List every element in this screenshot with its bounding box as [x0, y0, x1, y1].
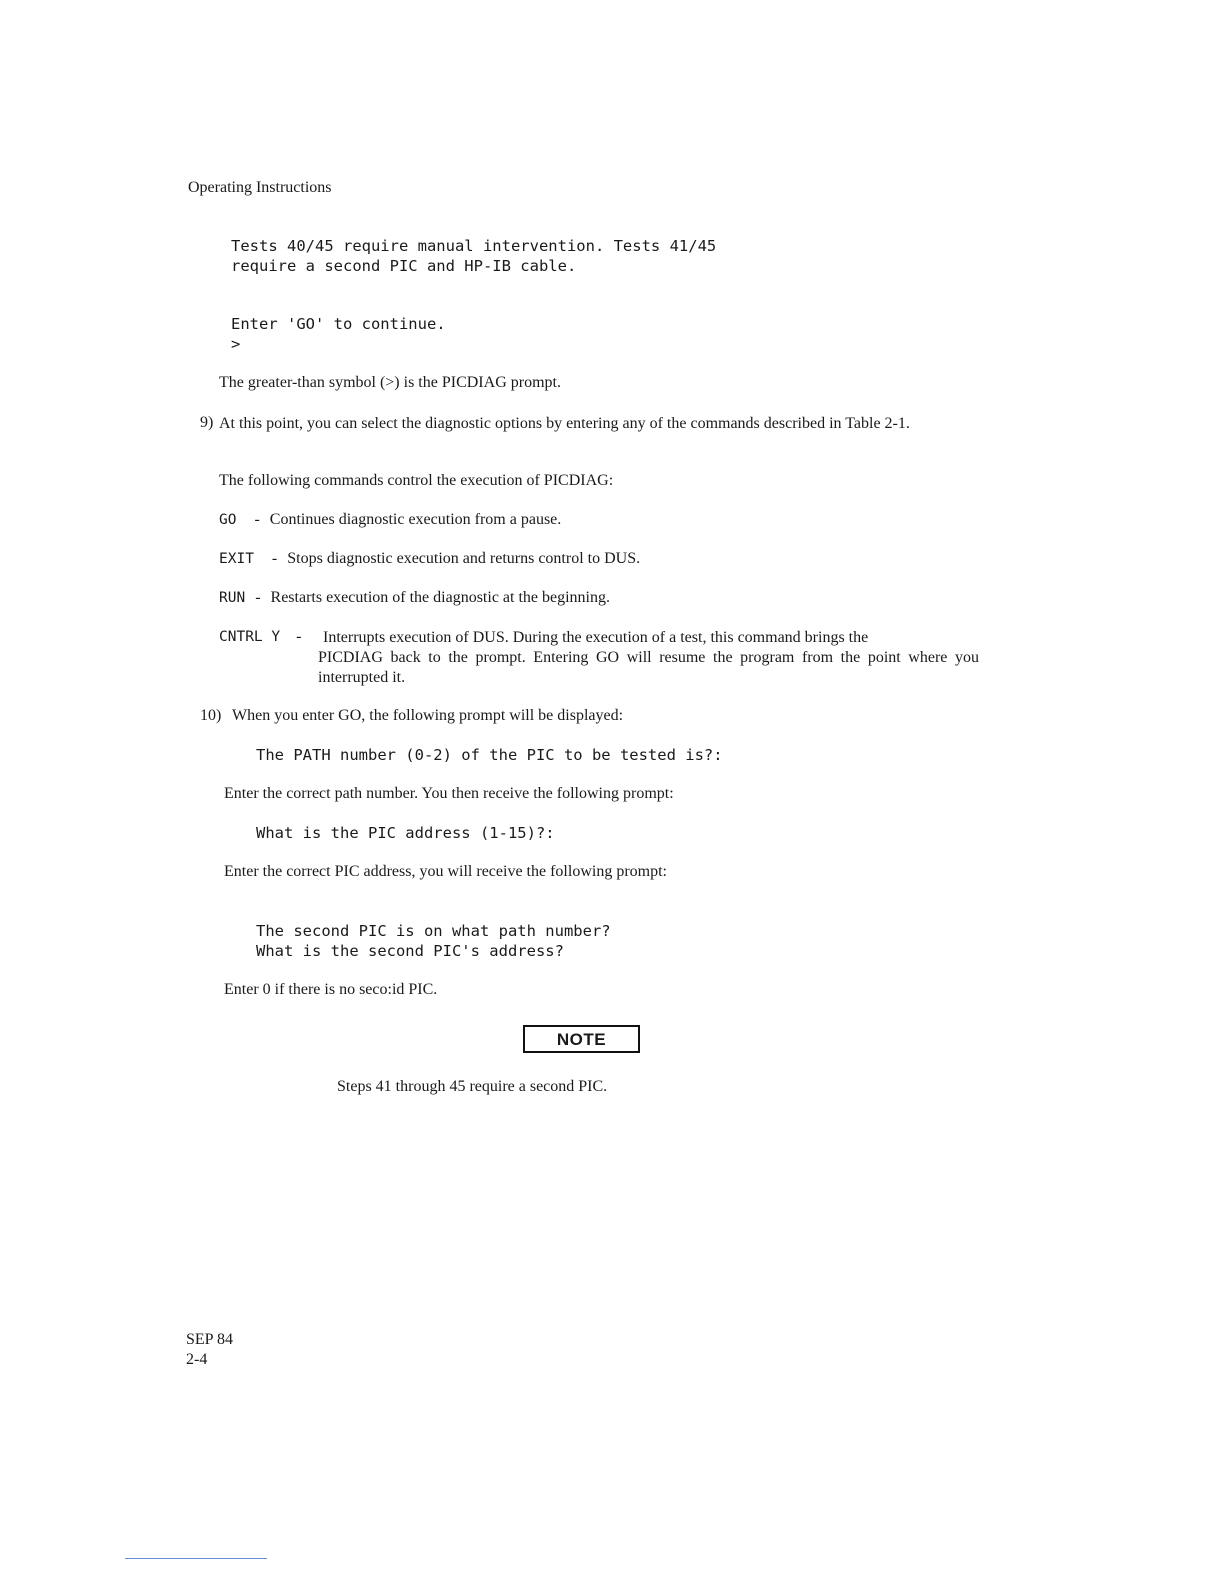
note-text: Steps 41 through 45 require a second PIC.	[337, 1078, 608, 1095]
step-text: At this point, you can select the diagnostic options by entering any of the commands described in Table 2-1.	[219, 415, 910, 432]
screen-text-line: The PATH number (0-2) of the PIC to be tested is?:	[256, 746, 723, 764]
step-number: 9)	[200, 414, 214, 431]
command-description: Interrupts execution of DUS. During the execution of a test, this command brings the	[323, 629, 869, 646]
screen-text-line: The second PIC is on what path number?	[256, 922, 611, 940]
command-dash: -	[255, 589, 261, 606]
command-description: Stops diagnostic execution and returns control to DUS.	[287, 550, 641, 567]
command-row	[219, 550, 640, 568]
command-dash: -	[254, 511, 260, 528]
command-dash: -	[296, 628, 302, 645]
commands-intro: The following commands control the execution of PICDIAG:	[219, 472, 614, 489]
command-row	[219, 589, 610, 607]
prompt-explanation: The greater-than symbol (>) is the PICDIAG prompt.	[219, 374, 561, 391]
section-header: Operating Instructions	[188, 179, 332, 196]
scan-edge-line	[125, 1558, 267, 1559]
command-name: EXIT	[219, 551, 254, 567]
command-dash: -	[271, 550, 278, 567]
command-description-continued: PICDIAG back to the prompt. Entering GO will resume the program from the point where you interrupted it.	[318, 649, 979, 686]
screen-text-line: What is the PIC address (1-15)?:	[256, 824, 555, 842]
command-row	[219, 628, 301, 646]
instruction-text: Enter the correct PIC address, you will receive the following prompt:	[224, 863, 667, 880]
step-number: 10)	[200, 707, 222, 724]
prompt-symbol: >	[231, 335, 241, 353]
step-text: When you enter GO, the following prompt will be displayed:	[232, 707, 624, 724]
screen-text-line: Enter 'GO' to continue.	[231, 315, 446, 333]
command-name: CNTRL Y	[219, 629, 281, 645]
page-number: 2-4	[186, 1351, 208, 1368]
instruction-text: Enter the correct path number. You then receive the following prompt:	[224, 785, 674, 802]
command-row	[219, 511, 561, 529]
note-label: NOTE	[523, 1025, 640, 1053]
footer-date: SEP 84	[186, 1331, 233, 1348]
screen-text-line: require a second PIC and HP-IB cable.	[231, 257, 577, 275]
command-description: Restarts execution of the diagnostic at the beginning.	[270, 589, 610, 606]
command-name: GO	[219, 512, 237, 528]
screen-text-line: Tests 40/45 require manual intervention. Tests 41/45	[231, 237, 717, 255]
instruction-text: Enter 0 if there is no seco:id PIC.	[224, 981, 438, 998]
command-description: Continues diagnostic execution from a pause.	[269, 511, 562, 528]
command-name: RUN	[219, 590, 246, 606]
screen-text-line: What is the second PIC's address?	[256, 942, 564, 960]
